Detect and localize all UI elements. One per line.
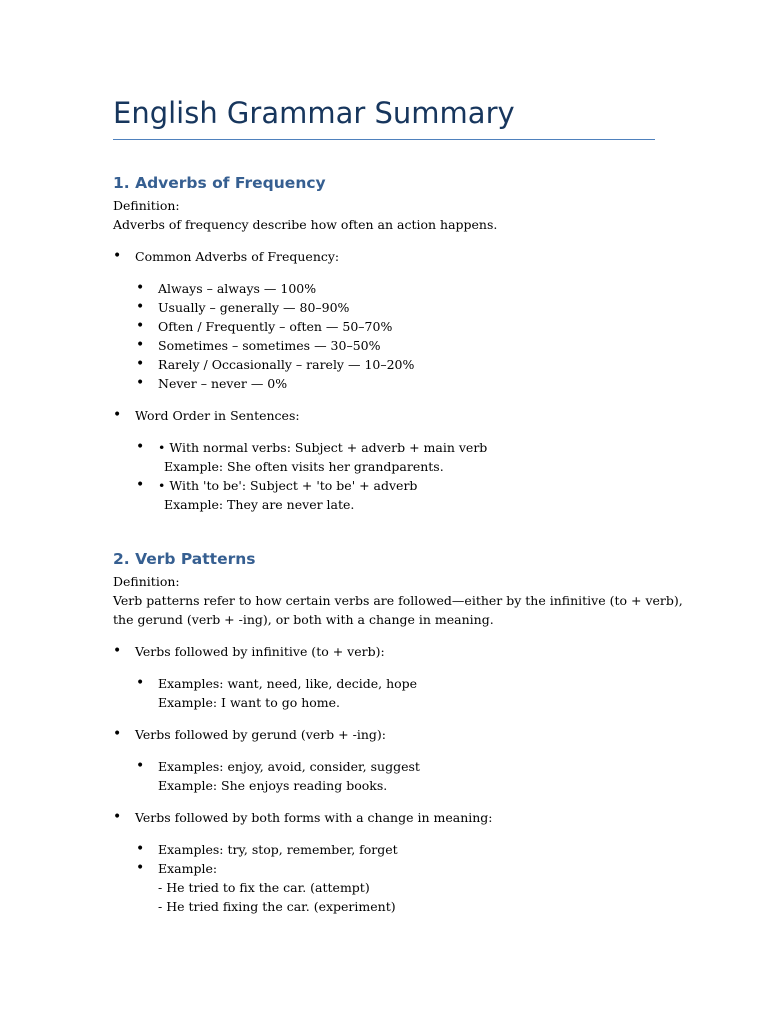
bullet-icon: • xyxy=(136,758,145,774)
bullet-icon: • xyxy=(136,841,145,857)
bullet-icon: • xyxy=(113,248,122,264)
definition-text-line: Verb patterns refer to how certain verbs are followed—either by the infinitive (to + verb), xyxy=(113,593,683,608)
sub-bullet-list xyxy=(113,757,655,795)
sub-bullet-list xyxy=(113,674,655,712)
list-item xyxy=(113,406,655,425)
examples-text: Examples: enjoy, avoid, consider, suggest xyxy=(158,759,420,774)
bullet-icon: • xyxy=(136,477,145,493)
list-item-label: Verbs followed by infinitive (to + verb): xyxy=(135,644,385,659)
word-order-rule: • With 'to be': Subject + 'to be' + adverb xyxy=(158,478,418,493)
list-item xyxy=(113,859,655,916)
definition-text-line: the gerund (verb + -ing), or both with a change in meaning. xyxy=(113,612,494,627)
bullet-icon: • xyxy=(136,439,145,455)
sub-bullet-list xyxy=(113,279,655,393)
list-item-text: Always – always — 100% xyxy=(158,281,317,296)
bullet-list xyxy=(113,247,655,266)
list-item xyxy=(113,279,655,298)
list-item xyxy=(113,298,655,317)
bullet-icon: • xyxy=(136,280,145,296)
bullet-icon: • xyxy=(136,299,145,315)
bullet-icon: • xyxy=(136,318,145,334)
bullet-icon: • xyxy=(136,356,145,372)
bullet-list xyxy=(113,725,655,744)
document-title: English Grammar Summary xyxy=(113,96,515,130)
list-item-text: Rarely / Occasionally – rarely — 10–20% xyxy=(158,357,415,372)
list-item-text: Often / Frequently – often — 50–70% xyxy=(158,319,393,334)
bullet-icon: • xyxy=(136,375,145,391)
sub-bullet-list xyxy=(113,840,655,916)
list-item-label: Verbs followed by gerund (verb + -ing): xyxy=(135,727,386,742)
definition-label: Definition: xyxy=(113,198,180,213)
bullet-icon: • xyxy=(136,675,145,691)
title-divider xyxy=(113,139,655,140)
definition-text: Adverbs of frequency describe how often an action happens. xyxy=(113,217,498,232)
list-item xyxy=(113,725,655,744)
bullet-icon: • xyxy=(113,726,122,742)
list-item xyxy=(113,355,655,374)
sub-bullet-list xyxy=(113,438,655,514)
section-verb-patterns xyxy=(113,546,683,916)
example-sentence: Example: They are never late. xyxy=(164,497,355,512)
bullet-list xyxy=(113,808,655,827)
example-sentence: - He tried fixing the car. (experiment) xyxy=(158,899,396,914)
example-sentence: Example: She often visits her grandparents. xyxy=(164,459,444,474)
bullet-list xyxy=(113,642,655,661)
example-sentence: Example: I want to go home. xyxy=(158,695,340,710)
bullet-icon: • xyxy=(136,337,145,353)
list-item xyxy=(113,247,655,266)
list-item xyxy=(113,757,655,795)
list-item-label: Verbs followed by both forms with a change in meaning: xyxy=(135,810,493,825)
list-item xyxy=(113,374,655,393)
definition-label: Definition: xyxy=(113,574,180,589)
list-item xyxy=(113,840,655,859)
section-heading: 2. Verb Patterns xyxy=(113,550,256,568)
list-item xyxy=(113,808,655,827)
list-item xyxy=(113,674,655,712)
list-item xyxy=(113,642,655,661)
bullet-icon: • xyxy=(113,809,122,825)
word-order-rule: • With normal verbs: Subject + adverb + main verb xyxy=(158,440,488,455)
list-item xyxy=(113,336,655,355)
bullet-icon: • xyxy=(113,407,122,423)
example-label: Example: xyxy=(158,861,218,876)
list-item-label: Common Adverbs of Frequency: xyxy=(135,249,340,264)
list-item xyxy=(113,317,655,336)
example-sentence: Example: She enjoys reading books. xyxy=(158,778,388,793)
bullet-icon: • xyxy=(113,643,122,659)
list-item-text: Sometimes – sometimes — 30–50% xyxy=(158,338,381,353)
list-item-label: Word Order in Sentences: xyxy=(135,408,300,423)
bullet-list xyxy=(113,406,655,425)
list-item xyxy=(113,476,655,514)
examples-text: Examples: try, stop, remember, forget xyxy=(158,842,398,857)
list-item-text: Never – never — 0% xyxy=(158,376,288,391)
section-heading: 1. Adverbs of Frequency xyxy=(113,174,326,192)
bullet-icon: • xyxy=(136,860,145,876)
example-sentence: - He tried to fix the car. (attempt) xyxy=(158,880,370,895)
section-adverbs-of-frequency xyxy=(113,170,655,514)
list-item xyxy=(113,438,655,476)
examples-text: Examples: want, need, like, decide, hope xyxy=(158,676,418,691)
list-item-text: Usually – generally — 80–90% xyxy=(158,300,350,315)
